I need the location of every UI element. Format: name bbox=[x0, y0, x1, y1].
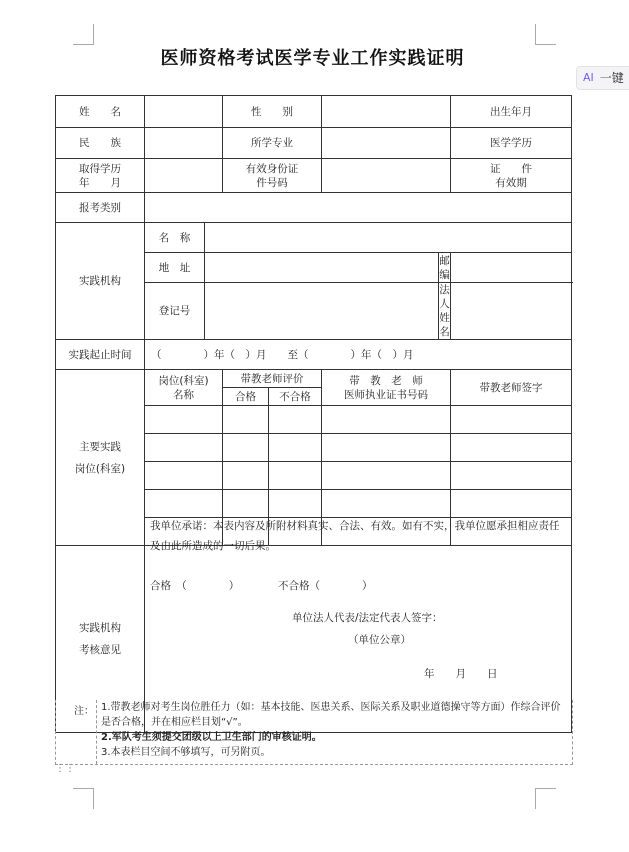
page-corner-mark bbox=[535, 788, 556, 809]
pass-cell[interactable] bbox=[223, 490, 269, 518]
ai-assist-button[interactable] bbox=[576, 66, 629, 90]
label-review-line2: 考核意见 bbox=[79, 644, 121, 656]
note-item: 2.军队考生须提交团级以上卫生部门的审核证明。 bbox=[101, 732, 322, 743]
label-major: 所学专业 bbox=[223, 128, 322, 159]
review-seal: （单位公章） bbox=[348, 634, 411, 646]
label-degree-date bbox=[56, 159, 145, 193]
cert-cell[interactable] bbox=[322, 434, 451, 462]
input-id-number[interactable] bbox=[322, 159, 451, 193]
sign-cell[interactable] bbox=[451, 462, 572, 490]
label-inst-legal: 法人姓名 bbox=[439, 284, 450, 338]
fail-cell[interactable] bbox=[269, 406, 322, 434]
pass-cell[interactable] bbox=[223, 462, 269, 490]
input-exam-category[interactable] bbox=[145, 193, 572, 223]
label-review-line1: 实践机构 bbox=[79, 622, 121, 634]
input-degree-date[interactable] bbox=[145, 159, 223, 193]
input-inst-legal[interactable] bbox=[451, 283, 572, 340]
col-position-name bbox=[145, 370, 223, 406]
position-cell[interactable] bbox=[145, 406, 223, 434]
label-inst-zip: 邮 编 bbox=[439, 254, 471, 281]
col-teacher-cert-line1: 带 教 老 师 bbox=[349, 374, 423, 387]
input-name[interactable] bbox=[145, 96, 223, 128]
position-cell[interactable] bbox=[145, 462, 223, 490]
label-inst-reg: 登记号 bbox=[145, 283, 205, 340]
label-positions-line1: 主要实践 bbox=[79, 440, 121, 453]
notes-label: 注： bbox=[74, 706, 94, 717]
label-gender: 性 别 bbox=[223, 96, 322, 128]
col-position-name-line2: 名称 bbox=[173, 388, 194, 401]
fail-cell[interactable] bbox=[269, 490, 322, 518]
label-inst-name: 名 称 bbox=[145, 223, 205, 253]
label-positions bbox=[56, 370, 145, 546]
label-id-number-line2: 件号码 bbox=[256, 176, 288, 189]
col-teacher-cert bbox=[322, 370, 451, 406]
fail-cell[interactable] bbox=[269, 434, 322, 462]
col-teacher-sign: 带教老师签字 bbox=[451, 370, 572, 406]
label-cert-validity-line2: 有效期 bbox=[495, 176, 527, 189]
label-inst-address: 地 址 bbox=[145, 253, 205, 283]
label-ethnicity: 民 族 bbox=[56, 128, 145, 159]
label-id-number-line1: 有效身份证 bbox=[245, 162, 299, 175]
pass-cell[interactable] bbox=[223, 434, 269, 462]
review-pledge: 我单位承诺：本表内容及所附材料真实、合法、有效。如有不实，我单位愿承担相应责任及由此所造成的一切后果。 bbox=[150, 520, 560, 552]
position-cell[interactable] bbox=[145, 490, 223, 518]
col-position-name-line1: 岗位(科室) bbox=[158, 374, 209, 387]
cert-cell[interactable] bbox=[322, 490, 451, 518]
label-positions-line2: 岗位(科室) bbox=[74, 462, 126, 475]
col-fail: 不合格 bbox=[269, 388, 322, 406]
notes-box bbox=[55, 700, 573, 765]
notes-list bbox=[96, 700, 567, 764]
label-period: 实践起止时间 bbox=[56, 340, 145, 370]
review-signature: 单位法人代表/法定代表人签字： bbox=[292, 612, 443, 624]
review-date: 年 月 日 bbox=[424, 668, 498, 680]
col-pass: 合格 bbox=[223, 388, 269, 406]
page-corner-mark bbox=[535, 24, 556, 45]
label-cert-validity bbox=[451, 159, 572, 193]
drag-handle-icon[interactable]: ⋮⋮ bbox=[55, 763, 75, 774]
label-medical-degree: 医学学历 bbox=[451, 128, 572, 159]
label-name: 姓 名 bbox=[56, 96, 145, 128]
review-fail-option[interactable]: 不合格（ ） bbox=[278, 580, 373, 592]
pass-cell[interactable] bbox=[223, 406, 269, 434]
sign-cell[interactable] bbox=[451, 434, 572, 462]
sign-cell[interactable] bbox=[451, 490, 572, 518]
col-teacher-cert-line2: 医师执业证书号码 bbox=[344, 388, 428, 401]
input-period[interactable]: （ ）年（ ）月 至（ ）年（ ）月 bbox=[145, 340, 572, 370]
page-corner-mark bbox=[73, 24, 94, 45]
label-id-number bbox=[223, 159, 322, 193]
ai-icon: AI bbox=[583, 71, 594, 84]
cert-cell[interactable] bbox=[322, 462, 451, 490]
page-title: 医师资格考试医学专业工作实践证明 bbox=[160, 48, 465, 69]
fail-cell[interactable] bbox=[269, 462, 322, 490]
label-degree-date-line1: 取得学历 bbox=[79, 162, 121, 175]
position-cell[interactable] bbox=[145, 434, 223, 462]
input-inst-reg[interactable] bbox=[205, 283, 439, 340]
input-major[interactable] bbox=[322, 128, 451, 159]
label-cert-validity-line1: 证 件 bbox=[490, 162, 532, 175]
label-degree-date-line2: 年 月 bbox=[79, 176, 121, 189]
page-corner-mark bbox=[73, 788, 94, 809]
input-inst-name[interactable] bbox=[205, 223, 572, 253]
note-item: 3.本表栏目空间不够填写，可另附页。 bbox=[101, 747, 271, 758]
input-gender[interactable] bbox=[322, 96, 451, 128]
label-exam-category: 报考类别 bbox=[56, 193, 145, 223]
cert-cell[interactable] bbox=[322, 406, 451, 434]
ai-assist-label: 一键 bbox=[599, 71, 624, 85]
input-ethnicity[interactable] bbox=[145, 128, 223, 159]
col-teacher-eval: 带教老师评价 bbox=[223, 370, 322, 388]
sign-cell[interactable] bbox=[451, 406, 572, 434]
review-pass-option[interactable]: 合格 （ ） bbox=[150, 580, 240, 592]
note-item: 1.带教老师对考生岗位胜任力（如：基本技能、医患关系、医际关系及职业道德操守等方面）作综合评价是否合格，并在相应栏目划“√”。 bbox=[101, 702, 561, 728]
review-text-block bbox=[150, 516, 566, 684]
label-institution: 实践机构 bbox=[56, 223, 145, 340]
input-inst-address[interactable] bbox=[205, 253, 439, 283]
label-birth: 出生年月 bbox=[451, 96, 572, 128]
